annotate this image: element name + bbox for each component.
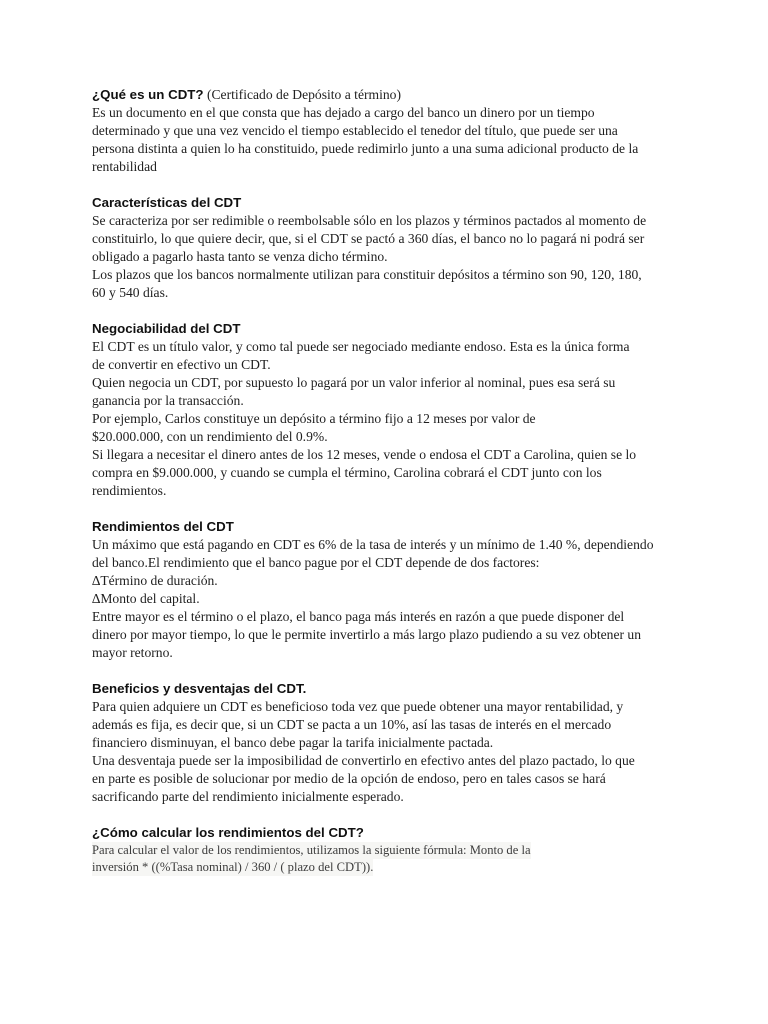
section-negociabilidad bbox=[92, 320, 692, 500]
section-rendimientos bbox=[92, 518, 692, 662]
document-page bbox=[92, 86, 692, 894]
paragraph-line: Se caracteriza por ser redimible o reembolsable sólo en los plazos y términos pactados al momento de bbox=[92, 213, 647, 228]
section-caracteristicas bbox=[92, 194, 692, 302]
paragraph-line: obligado a pagarlo hasta tanto se venza dicho término. bbox=[92, 249, 388, 264]
paragraph-line: El CDT es un título valor, y como tal puede ser negociado mediante endoso. Esta es la única forma bbox=[92, 339, 630, 354]
formula-line: Para calcular el valor de los rendimientos, utilizamos la siguiente fórmula: Monto de la bbox=[92, 843, 531, 857]
paragraph-line: Si llegara a necesitar el dinero antes de los 12 meses, vende o endosa el CDT a Carolina, quien se lo bbox=[92, 447, 637, 462]
section-heading: ¿Cómo calcular los rendimientos del CDT? bbox=[92, 825, 364, 840]
bullet-line: ∆Monto del capital. bbox=[92, 591, 200, 606]
paragraph-line: en parte es posible de solucionar por medio de la opción de endoso, pero en tales casos se hará bbox=[92, 771, 606, 786]
paragraph-line: Por ejemplo, Carlos constituye un depósito a término fijo a 12 meses por valor de bbox=[92, 411, 536, 426]
paragraph-line: Una desventaja puede ser la imposibilidad de convertirlo en efectivo antes del plazo pactado, lo que bbox=[92, 753, 635, 768]
paragraph-line: ganancia por la transacción. bbox=[92, 393, 244, 408]
paragraph-line: Entre mayor es el término o el plazo, el banco paga más interés en razón a que puede disponer del bbox=[92, 609, 625, 624]
section-heading-line bbox=[92, 680, 692, 698]
section-como-calcular bbox=[92, 824, 692, 876]
paragraph-line: rentabilidad bbox=[92, 159, 157, 174]
section-que-es-cdt bbox=[92, 86, 692, 176]
paragraph-line: 60 y 540 días. bbox=[92, 285, 169, 300]
section-heading: ¿Qué es un CDT? bbox=[92, 87, 204, 102]
section-heading-line bbox=[92, 518, 692, 536]
paragraph-line: Un máximo que está pagando en CDT es 6% de la tasa de interés y un mínimo de 1.40 %, dependiendo bbox=[92, 537, 654, 552]
paragraph-line: rendimientos. bbox=[92, 483, 167, 498]
bullet-line: ∆Término de duración. bbox=[92, 573, 218, 588]
section-heading-line bbox=[92, 194, 692, 212]
paragraph-line: Es un documento en el que consta que has dejado a cargo del banco un dinero por un tiempo bbox=[92, 105, 595, 120]
section-heading: Características del CDT bbox=[92, 195, 242, 210]
section-heading: Rendimientos del CDT bbox=[92, 519, 234, 534]
formula-line: inversión * ((%Tasa nominal) / 360 / ( plazo del CDT)). bbox=[92, 860, 374, 874]
paragraph-line: compra en $9.000.000, y cuando se cumpla el término, Carolina cobrará el CDT junto con los bbox=[92, 465, 602, 480]
section-heading-line bbox=[92, 320, 692, 338]
paragraph-line: dinero por mayor tiempo, lo que le permite invertirlo a más largo plazo pudiendo a su vez obtener un bbox=[92, 627, 642, 642]
paragraph-line: de convertir en efectivo un CDT. bbox=[92, 357, 271, 372]
paragraph-line: del banco.El rendimiento que el banco pague por el CDT depende de dos factores: bbox=[92, 555, 540, 570]
section-heading-line bbox=[92, 86, 692, 104]
paragraph-line: constituirlo, lo que quiere decir, que, si el CDT se pactó a 360 días, el banco no lo pagará ni podrá ser bbox=[92, 231, 645, 246]
paragraph-line: determinado y que una vez vencido el tiempo establecido el tenedor del título, que puede ser una bbox=[92, 123, 618, 138]
paragraph-line: además es fija, es decir que, si un CDT se pacta a un 10%, así las tasas de interés en el mercado bbox=[92, 717, 612, 732]
paragraph-line: Quien negocia un CDT, por supuesto lo pagará por un valor inferior al nominal, pues esa será su bbox=[92, 375, 616, 390]
section-heading-line bbox=[92, 824, 692, 842]
section-heading-note: (Certificado de Depósito a término) bbox=[203, 87, 401, 102]
paragraph-line: mayor retorno. bbox=[92, 645, 173, 660]
section-beneficios bbox=[92, 680, 692, 806]
paragraph-line: Para quien adquiere un CDT es beneficioso toda vez que puede obtener una mayor rentabilidad, y bbox=[92, 699, 624, 714]
paragraph-line: $20.000.000, con un rendimiento del 0.9%. bbox=[92, 429, 328, 444]
paragraph-line: financiero disminuyan, el banco debe pagar la tarifa inicialmente pactada. bbox=[92, 735, 494, 750]
section-heading: Negociabilidad del CDT bbox=[92, 321, 241, 336]
paragraph-line: Los plazos que los bancos normalmente utilizan para constituir depósitos a término son 90, 120, 180, bbox=[92, 267, 642, 282]
paragraph-line: persona distinta a quien lo ha constituido, puede redimirlo junto a una suma adicional producto de la bbox=[92, 141, 639, 156]
paragraph-line: sacrificando parte del rendimiento inicialmente esperado. bbox=[92, 789, 404, 804]
section-heading: Beneficios y desventajas del CDT. bbox=[92, 681, 307, 696]
